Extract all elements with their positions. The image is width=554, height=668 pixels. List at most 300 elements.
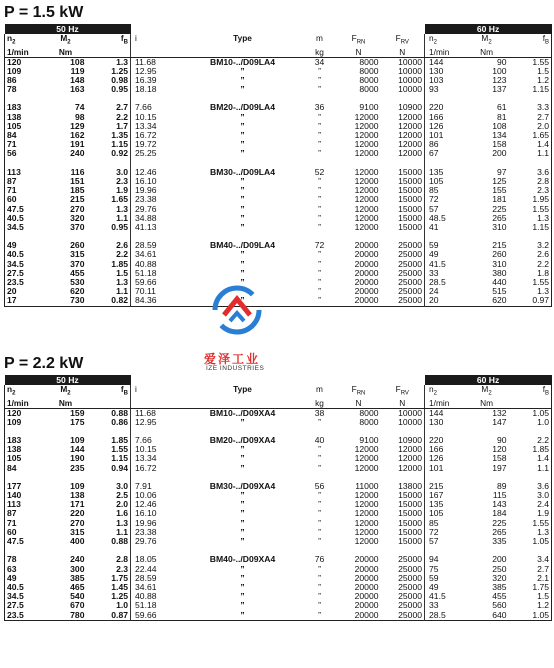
cell-n2: 71 xyxy=(5,519,45,528)
header-n2-60: $n_2$ xyxy=(429,34,437,46)
table-row xyxy=(5,168,552,177)
cell-i: 28.59 xyxy=(135,241,157,251)
ditto-mark: ” xyxy=(240,112,245,122)
cell-fb-60: 1.05 xyxy=(509,408,552,418)
cell-fb: 1.3 xyxy=(87,205,131,214)
cell-fb-60: 1.95 xyxy=(509,195,552,204)
ditto-mark: ” xyxy=(240,222,245,232)
cell-fb-60: 2.8 xyxy=(509,177,552,186)
cell-i: 7.66 xyxy=(135,436,152,446)
cell-frn: 20000 xyxy=(354,287,379,297)
cell-fb-60: 1.3 xyxy=(509,214,552,223)
cell-n2: 71 xyxy=(5,186,45,195)
cell-frn: 12000 xyxy=(354,445,379,455)
ize-logo-icon xyxy=(212,285,262,335)
cell-frv: 25000 xyxy=(381,592,425,601)
cell-n2-60: 85 xyxy=(429,186,439,196)
cell-m2: 129 xyxy=(70,121,85,131)
cell-m2-60: 215 xyxy=(492,241,507,251)
cell-n2: 34.5 xyxy=(5,592,45,601)
cell-i: 29.76 xyxy=(135,204,157,214)
table-row xyxy=(5,555,552,564)
cell-m2: 455 xyxy=(70,268,85,278)
cell-fb-60: 2.4 xyxy=(509,500,552,509)
ditto-mark: ” xyxy=(240,287,245,297)
ditto-mark: ” xyxy=(240,195,245,205)
cell-frn: 12000 xyxy=(354,195,379,205)
cell-m2-60: 90 xyxy=(496,57,507,67)
cell-m2-60: 320 xyxy=(492,573,507,583)
cell-i: 34.61 xyxy=(135,250,157,260)
cell-m2: 385 xyxy=(70,573,85,583)
cell-fb-60: 1.15 xyxy=(509,223,552,232)
cell-frn: 12000 xyxy=(354,518,379,528)
cell-fb: 1.3 xyxy=(87,278,131,287)
ditto-mark: ” xyxy=(318,573,321,583)
cell-fb: 0.82 xyxy=(87,296,131,306)
cell-n2: 105 xyxy=(5,122,45,131)
ditto-mark: ” xyxy=(318,601,321,611)
cell-i: 19.96 xyxy=(135,186,157,196)
unit-m2: Nm xyxy=(45,48,87,58)
header-fb-60: $f_B$ xyxy=(509,385,552,399)
cell-frv: 15000 xyxy=(381,491,425,500)
ditto-mark: ” xyxy=(240,509,245,519)
cell-fb: 2.5 xyxy=(87,491,131,500)
unit-n2: 1/min xyxy=(5,399,45,409)
cell-n2: 40.5 xyxy=(5,250,45,259)
cell-frn: 12000 xyxy=(354,454,379,464)
mass-value: 52 xyxy=(314,167,325,177)
ditto-mark: ” xyxy=(240,85,245,95)
cell-n2: 84 xyxy=(5,464,45,473)
cell-n2: 86 xyxy=(5,76,45,85)
cell-m2-60: 181 xyxy=(492,195,507,205)
mass-value: 38 xyxy=(314,408,325,418)
cell-fb: 1.55 xyxy=(87,445,131,454)
table-row xyxy=(5,140,552,149)
cell-n2-60: 86 xyxy=(429,140,439,150)
ditto-mark: ” xyxy=(318,186,321,196)
header-fb-60: $f_B$ xyxy=(509,34,552,48)
ditto-mark: ” xyxy=(318,287,321,297)
ditto-mark: ” xyxy=(240,277,245,287)
cell-m2-60: 385 xyxy=(492,582,507,592)
ditto-mark: ” xyxy=(240,592,245,602)
cell-frn: 20000 xyxy=(354,610,379,620)
cell-fb-60: 2.7 xyxy=(509,565,552,574)
cell-n2-60: 135 xyxy=(429,167,444,177)
unit-m: kg xyxy=(303,48,337,58)
cell-frv: 25000 xyxy=(381,574,425,583)
cell-n2-60: 49 xyxy=(429,582,439,592)
table-row xyxy=(5,519,552,528)
header-i: i xyxy=(135,34,137,43)
ditto-mark: ” xyxy=(240,176,245,186)
cell-i: 41.13 xyxy=(135,222,157,232)
cell-frn: 12000 xyxy=(354,213,379,223)
cell-n2-60: 126 xyxy=(429,454,444,464)
cell-n2-60: 167 xyxy=(429,491,444,501)
cell-n2-60: 85 xyxy=(429,518,439,528)
cell-fb: 0.98 xyxy=(87,76,131,85)
ditto-mark: ” xyxy=(240,259,245,269)
cell-m2-60: 265 xyxy=(492,527,507,537)
ditto-mark: ” xyxy=(240,491,245,501)
cell-n2: 34.5 xyxy=(5,223,45,232)
cell-n2: 113 xyxy=(5,168,45,177)
cell-n2-60: 41 xyxy=(429,222,439,232)
cell-n2-60: 28.5 xyxy=(429,610,446,620)
cell-m2-60: 197 xyxy=(492,463,507,473)
header-n2-60: $n_2$ xyxy=(429,385,437,397)
table-row xyxy=(5,278,552,287)
cell-frv: 25000 xyxy=(381,583,425,592)
cell-fb: 1.85 xyxy=(87,436,131,445)
table-row xyxy=(5,76,552,85)
cell-m2-60: 134 xyxy=(492,131,507,141)
cell-n2: 183 xyxy=(5,103,45,112)
table-row xyxy=(5,296,552,306)
cell-n2: 47.5 xyxy=(5,205,45,214)
cell-fb-60: 3.6 xyxy=(509,482,552,491)
cell-i: 70.11 xyxy=(135,287,156,297)
cell-m2: 260 xyxy=(70,241,85,251)
ditto-mark: ” xyxy=(240,66,245,76)
cell-fb-60: 1.85 xyxy=(509,445,552,454)
cell-frv: 25000 xyxy=(381,555,425,564)
cell-fb: 1.6 xyxy=(87,509,131,518)
header-m2-60: $M_2$ xyxy=(481,385,492,397)
cell-n2: 71 xyxy=(5,140,45,149)
table-row xyxy=(5,583,552,592)
cell-i: 18.05 xyxy=(135,555,157,565)
cell-m2: 144 xyxy=(70,445,85,455)
cell-m2-60: 123 xyxy=(492,76,507,86)
ditto-mark: ” xyxy=(318,417,321,427)
cell-i: 29.76 xyxy=(135,537,157,547)
cell-m2: 670 xyxy=(70,601,85,611)
cell-fb: 1.35 xyxy=(87,131,131,140)
ditto-mark: ” xyxy=(318,564,321,574)
cell-frn: 12000 xyxy=(354,527,379,537)
cell-m2-60: 137 xyxy=(492,85,507,95)
cell-frv: 15000 xyxy=(381,500,425,509)
table-row xyxy=(5,500,552,509)
table-row xyxy=(5,122,552,131)
cell-n2: 140 xyxy=(5,491,45,500)
cell-frv: 25000 xyxy=(381,565,425,574)
cell-frv: 25000 xyxy=(381,241,425,250)
cell-m2-60: 380 xyxy=(492,268,507,278)
cell-fb: 1.1 xyxy=(87,287,131,296)
cell-n2: 177 xyxy=(5,482,45,491)
ditto-mark: ” xyxy=(240,268,245,278)
cell-i: 16.10 xyxy=(135,509,157,519)
cell-n2: 138 xyxy=(5,445,45,454)
cell-fb: 1.25 xyxy=(87,592,131,601)
cell-frn: 12000 xyxy=(354,167,379,177)
cell-frv: 25000 xyxy=(381,611,425,621)
cell-m2: 370 xyxy=(70,222,85,232)
cell-i: 16.72 xyxy=(135,131,157,141)
cell-frn: 8000 xyxy=(359,66,379,76)
cell-fb: 2.3 xyxy=(87,177,131,186)
cell-m2-60: 250 xyxy=(492,564,507,574)
ditto-mark: ” xyxy=(318,537,321,547)
header-m2: $M_2$ xyxy=(60,385,71,397)
table-row xyxy=(5,113,552,122)
ditto-mark: ” xyxy=(318,518,321,528)
ditto-mark: ” xyxy=(240,582,245,592)
cell-fb-60: 1.2 xyxy=(509,76,552,85)
header-fb: $f_B$ xyxy=(87,385,131,399)
cell-frn: 9100 xyxy=(359,103,379,113)
ditto-mark: ” xyxy=(240,564,245,574)
cell-fb-60: 1.3 xyxy=(509,287,552,296)
cell-frn: 12000 xyxy=(354,186,379,196)
table-row xyxy=(5,85,552,94)
ditto-mark: ” xyxy=(240,76,245,86)
cell-n2: 23.5 xyxy=(5,278,45,287)
cell-fb-60: 1.3 xyxy=(509,528,552,537)
cell-m2: 300 xyxy=(70,564,85,574)
cell-fb-60: 2.6 xyxy=(509,250,552,259)
cell-m2: 171 xyxy=(70,500,85,510)
cell-m2: 215 xyxy=(70,195,85,205)
cell-m2-60: 90 xyxy=(496,436,507,446)
ditto-mark: ” xyxy=(318,121,321,131)
table-row xyxy=(5,67,552,76)
cell-frv: 10900 xyxy=(381,436,425,445)
table-row xyxy=(5,482,552,491)
cell-m2-60: 455 xyxy=(492,592,507,602)
cell-i: 10.06 xyxy=(135,491,157,501)
cell-fb: 1.9 xyxy=(87,186,131,195)
cell-frn: 20000 xyxy=(354,268,379,278)
unit-frv: N xyxy=(381,399,425,409)
mass-value: 34 xyxy=(314,57,325,67)
cell-m2: 138 xyxy=(70,491,85,501)
cell-m2: 190 xyxy=(70,454,85,464)
cell-fb: 1.75 xyxy=(87,574,131,583)
cell-m2-60: 115 xyxy=(492,491,507,501)
cell-fb: 1.3 xyxy=(87,57,131,67)
ditto-mark: ” xyxy=(240,213,245,223)
cell-fb-60: 3.2 xyxy=(509,241,552,250)
cell-m2: 400 xyxy=(70,537,85,547)
ditto-mark: ” xyxy=(318,149,321,159)
table-row xyxy=(5,205,552,214)
cell-m2: 74 xyxy=(74,103,85,113)
cell-i: 40.88 xyxy=(135,259,157,269)
cell-m2-60: 132 xyxy=(492,408,507,418)
header-frn: $F_{RN}$ xyxy=(351,385,366,397)
watermark-en: IZE INDUSTRIES xyxy=(206,365,265,372)
cell-frv: 25000 xyxy=(381,296,425,306)
table-row xyxy=(5,287,552,296)
gear-data-table xyxy=(4,24,552,307)
ditto-mark: ” xyxy=(318,85,321,95)
table-row xyxy=(5,537,552,546)
table-row xyxy=(5,250,552,259)
table-row xyxy=(5,241,552,250)
cell-n2-60: 41.5 xyxy=(429,592,446,602)
cell-n2-60: 105 xyxy=(429,176,444,186)
ditto-mark: ” xyxy=(318,222,321,232)
band-50hz: 50 Hz xyxy=(5,24,131,34)
cell-n2: 56 xyxy=(5,149,45,158)
cell-n2: 60 xyxy=(5,528,45,537)
table-row xyxy=(5,260,552,269)
cell-i: 12.46 xyxy=(135,167,157,177)
cell-frv: 15000 xyxy=(381,223,425,232)
header-frn: $F_{RN}$ xyxy=(351,34,366,46)
cell-frv: 15000 xyxy=(381,528,425,537)
unit-n2-60: 1/min xyxy=(425,399,465,409)
cell-i: 23.38 xyxy=(135,527,157,537)
mass-value: 72 xyxy=(314,241,325,251)
cell-i: 18.18 xyxy=(135,85,157,95)
cell-frv: 25000 xyxy=(381,250,425,259)
cell-m2: 175 xyxy=(70,417,85,427)
ditto-mark: ” xyxy=(240,417,245,427)
cell-n2: 183 xyxy=(5,436,45,445)
cell-frv: 10000 xyxy=(381,408,425,418)
ditto-mark: ” xyxy=(240,131,245,141)
type-label: BM10-../D09XA4 xyxy=(209,408,276,418)
ditto-mark: ” xyxy=(240,610,245,620)
ditto-mark: ” xyxy=(318,204,321,214)
cell-frn: 12000 xyxy=(354,131,379,141)
ditto-mark: ” xyxy=(240,518,245,528)
cell-m2: 185 xyxy=(70,186,85,196)
cell-m2: 465 xyxy=(70,582,85,592)
cell-frv: 15000 xyxy=(381,205,425,214)
type-label: BM10-../D09LA4 xyxy=(210,57,275,67)
cell-m2-60: 155 xyxy=(492,186,507,196)
cell-m2-60: 61 xyxy=(496,103,507,113)
cell-n2-60: 59 xyxy=(429,241,439,251)
cell-frn: 20000 xyxy=(354,250,379,260)
ditto-mark: ” xyxy=(318,277,321,287)
cell-m2-60: 640 xyxy=(492,610,507,620)
table-row xyxy=(5,131,552,140)
cell-frn: 8000 xyxy=(359,417,379,427)
table-row xyxy=(5,491,552,500)
cell-m2-60: 100 xyxy=(492,66,507,76)
cell-m2: 530 xyxy=(70,277,85,287)
cell-m2-60: 335 xyxy=(492,537,507,547)
ditto-mark: ” xyxy=(318,296,321,306)
cell-i: 16.72 xyxy=(135,463,157,473)
ditto-mark: ” xyxy=(318,259,321,269)
cell-m2-60: 81 xyxy=(496,112,507,122)
cell-frn: 12000 xyxy=(354,176,379,186)
cell-frv: 10000 xyxy=(381,76,425,85)
unit-m2-60: Nm xyxy=(465,399,509,409)
cell-frn: 12000 xyxy=(354,491,379,501)
cell-n2-60: 59 xyxy=(429,573,439,583)
table-row xyxy=(5,592,552,601)
cell-frn: 12000 xyxy=(354,204,379,214)
ditto-mark: ” xyxy=(318,592,321,602)
cell-fb-60: 1.4 xyxy=(509,140,552,149)
cell-n2-60: 94 xyxy=(429,555,439,565)
mass-value: 36 xyxy=(314,103,325,113)
cell-fb-60: 3.0 xyxy=(509,491,552,500)
cell-m2: 780 xyxy=(70,610,85,620)
ditto-mark: ” xyxy=(240,186,245,196)
cell-frv: 10900 xyxy=(381,103,425,112)
cell-fb: 2.6 xyxy=(87,241,131,250)
cell-frv: 13800 xyxy=(381,482,425,491)
cell-frv: 10000 xyxy=(381,57,425,67)
cell-i: 40.88 xyxy=(135,592,157,602)
ditto-mark: ” xyxy=(318,500,321,510)
cell-m2-60: 147 xyxy=(492,417,507,427)
cell-m2: 315 xyxy=(70,527,85,537)
cell-frn: 12000 xyxy=(354,149,379,159)
cell-n2-60: 101 xyxy=(429,131,444,141)
cell-n2: 49 xyxy=(5,574,45,583)
table-row xyxy=(5,436,552,445)
mass-value: 76 xyxy=(314,555,325,565)
cell-fb: 2.2 xyxy=(87,113,131,122)
cell-fb: 1.7 xyxy=(87,122,131,131)
cell-fb: 3.0 xyxy=(87,168,131,177)
cell-n2-60: 101 xyxy=(429,463,444,473)
cell-i: 7.66 xyxy=(135,103,152,113)
header-m2-60: $M_2$ xyxy=(481,34,492,46)
cell-i: 51.18 xyxy=(135,268,157,278)
cell-m2: 98 xyxy=(74,112,85,122)
cell-m2: 220 xyxy=(70,509,85,519)
cell-frn: 12000 xyxy=(354,537,379,547)
cell-n2-60: 33 xyxy=(429,601,439,611)
table-row xyxy=(5,574,552,583)
cell-n2: 40.5 xyxy=(5,583,45,592)
cell-fb: 0.87 xyxy=(87,611,131,621)
table-row xyxy=(5,509,552,518)
cell-m2: 270 xyxy=(70,518,85,528)
cell-frn: 20000 xyxy=(354,555,379,565)
header-m: m xyxy=(316,34,323,43)
cell-m2-60: 200 xyxy=(492,555,507,565)
mass-value: 56 xyxy=(314,481,325,491)
cell-m2: 163 xyxy=(70,85,85,95)
cell-n2-60: 105 xyxy=(429,509,444,519)
cell-fb-60: 2.0 xyxy=(509,122,552,131)
cell-fb: 0.88 xyxy=(87,408,131,418)
cell-frv: 12000 xyxy=(381,131,425,140)
ditto-mark: ” xyxy=(318,176,321,186)
cell-frn: 20000 xyxy=(354,601,379,611)
cell-n2-60: 144 xyxy=(429,408,444,418)
band-50hz: 50 Hz xyxy=(5,375,131,385)
cell-frn: 20000 xyxy=(354,277,379,287)
header-frv: $F_{RV}$ xyxy=(381,34,425,48)
cell-fb-60: 1.55 xyxy=(509,519,552,528)
cell-fb: 1.5 xyxy=(87,269,131,278)
cell-fb: 0.95 xyxy=(87,85,131,94)
cell-m2-60: 260 xyxy=(492,250,507,260)
cell-n2: 120 xyxy=(5,408,45,418)
cell-n2-60: 166 xyxy=(429,112,444,122)
cell-fb-60: 2.1 xyxy=(509,574,552,583)
table-row xyxy=(5,408,552,418)
header-type: Type xyxy=(233,385,252,394)
